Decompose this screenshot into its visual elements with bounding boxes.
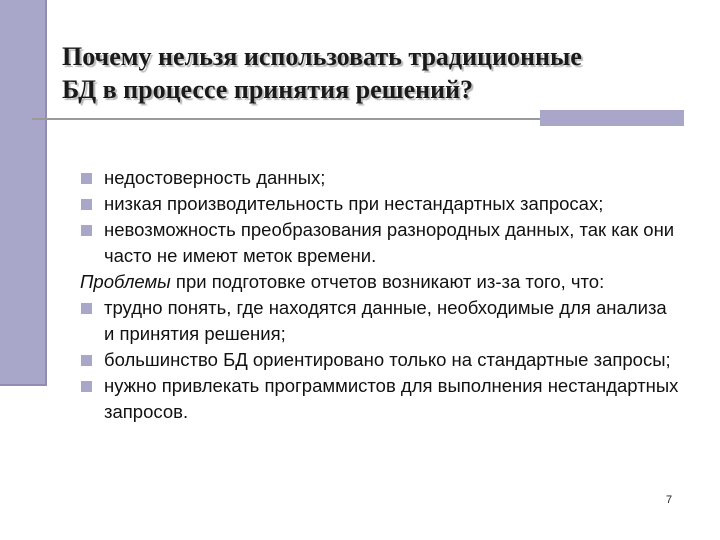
page-number: 7	[666, 494, 673, 506]
square-bullet-icon	[81, 355, 92, 366]
square-bullet-icon	[81, 303, 92, 314]
list-item	[80, 165, 680, 191]
square-bullet-icon	[81, 173, 92, 184]
left-accent-bar	[0, 0, 47, 384]
list-item-text: низкая производительность при нестандартных запросах;	[104, 193, 604, 214]
square-bullet-icon	[81, 381, 92, 392]
problems-lead-word: Проблемы	[80, 271, 171, 292]
slide-title	[62, 40, 682, 106]
list-item	[80, 217, 680, 269]
left-accent-bar-shadow	[0, 384, 47, 386]
square-bullet-icon	[81, 225, 92, 236]
list-item	[80, 191, 680, 217]
title-divider-accent-block	[540, 110, 684, 126]
list-item-text: большинство БД ориентировано только на стандартные запросы;	[104, 349, 671, 370]
problems-paragraph	[80, 269, 680, 295]
list-item-text: трудно понять, где находятся данные, необходимые для анализа и принятия решения;	[104, 297, 667, 344]
list-item	[80, 373, 680, 425]
list-item-text: невозможность преобразования разнородных данных, так как они часто не имеют меток времени.	[104, 219, 675, 266]
list-item	[80, 347, 680, 373]
list-item	[80, 295, 680, 347]
slide-title-line-1: Почему нельзя использовать традиционные	[62, 42, 582, 71]
slide-title-line-2: БД в процессе принятия решений?	[62, 75, 474, 104]
square-bullet-icon	[81, 199, 92, 210]
problems-paragraph-text: при подготовке отчетов возникают из-за того, что:	[170, 271, 605, 292]
list-item-text: недостоверность данных;	[104, 167, 326, 188]
slide-body	[80, 165, 680, 425]
list-item-text: нужно привлекать программистов для выполнения нестандартных запросов.	[104, 375, 679, 422]
